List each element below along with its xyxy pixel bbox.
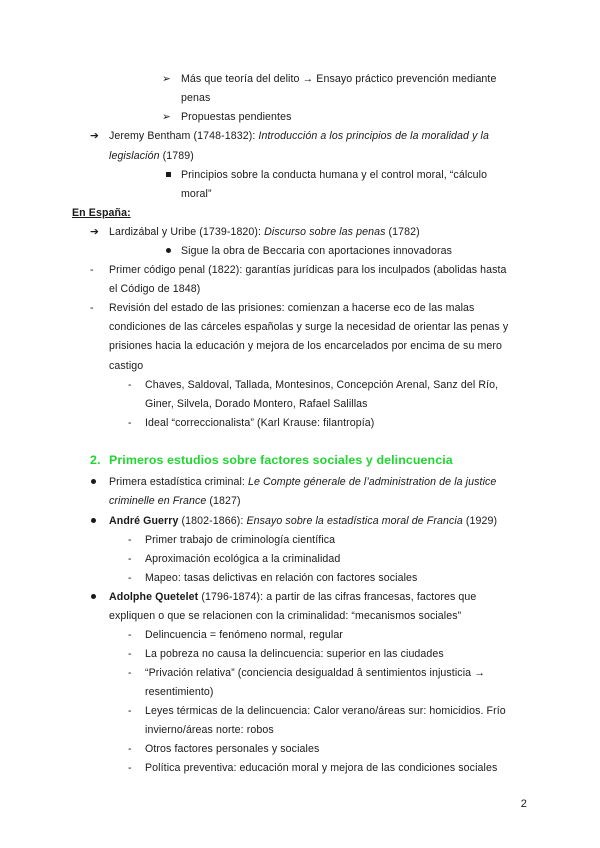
list-item: Propuestas pendientes — [181, 111, 292, 123]
quetelet-item-cont: invierno/áreas norte: robos — [145, 724, 274, 736]
arrow-bullet-icon: ➔ — [90, 226, 99, 238]
square-bullet-icon — [166, 172, 171, 177]
list-item-line: penas — [181, 92, 211, 104]
dot-bullet-icon — [91, 518, 96, 523]
dash-bullet-icon: - — [128, 572, 132, 584]
guerry-year: (1929) — [462, 515, 498, 527]
lardizabal-title: Discurso sobre las penas — [264, 226, 386, 238]
guerry-item: Aproximación ecológica a la criminalidad — [145, 553, 341, 565]
arrowhead-bullet-icon: ➢ — [162, 73, 171, 85]
ideal-line: Ideal “correccionalista” (Karl Krause: filantropía) — [145, 417, 375, 429]
revision-line: castigo — [109, 360, 144, 372]
quetelet-item: Leyes térmicas de la delincuencia: Calor verano/áreas sur: homicidios. Frío — [145, 705, 506, 717]
estadistica-entry-cont — [109, 494, 241, 508]
codigo-line: Primer código penal (1822): garantías jurídicas para los inculpados (abolidas hasta — [109, 264, 507, 276]
codigo-line: el Código de 1848) — [109, 283, 201, 295]
quetelet-item: Delincuencia = fenómeno normal, regular — [145, 629, 343, 641]
bentham-title: Introducción a los principios de la moralidad y la — [258, 130, 489, 142]
names-line: Giner, Silvela, Dorado Montero, Rafael Salillas — [145, 398, 368, 410]
section-2-title: Primeros estudios sobre factores sociales y delincuencia — [109, 453, 453, 467]
lardizabal-entry — [109, 225, 420, 239]
guerry-name: André Guerry — [109, 515, 179, 527]
dash-bullet-icon: - — [128, 417, 132, 429]
guerry-dates: (1802-1866): — [178, 515, 247, 527]
dash-bullet-icon: - — [128, 705, 132, 717]
guerry-entry — [109, 514, 497, 528]
dash-bullet-icon: - — [128, 743, 132, 755]
quetelet-item-cont: resentimiento) — [145, 686, 214, 698]
quetelet-desc: (1796-1874): a partir de las cifras francesas, factores que — [198, 591, 477, 603]
section-heading-espana: En España: — [72, 207, 131, 219]
names-line: Chaves, Saldoval, Tallada, Montesinos, Concepción Arenal, Sanz del Río, — [145, 379, 499, 391]
estadistica-prefix: Primera estadística criminal: — [109, 476, 248, 488]
dot-bullet-icon — [166, 248, 171, 253]
section-2-number: 2. — [90, 453, 101, 467]
quetelet-name: Adolphe Quetelet — [109, 591, 199, 603]
bentham-title-cont: legislación — [109, 150, 160, 162]
quetelet-entry — [109, 590, 476, 604]
guerry-item: Primer trabajo de criminología científica — [145, 534, 336, 546]
revision-line: prisiones hacia la educación y mejora de los encarcelados por encima de su mero — [109, 340, 503, 352]
quetelet-item: Otros factores personales y sociales — [145, 743, 320, 755]
estadistica-year: (1827) — [206, 495, 241, 507]
list-item-line: Más que teoría del delito → Ensayo práctico prevención mediante — [181, 73, 497, 85]
dash-bullet-icon: - — [90, 264, 94, 276]
dash-bullet-icon: - — [128, 648, 132, 660]
bentham-year: (1789) — [159, 150, 194, 162]
bentham-sub-line: Principios sobre la conducta humana y el control moral, “cálculo — [181, 169, 488, 181]
lardizabal-year: (1782) — [385, 226, 420, 238]
dot-bullet-icon — [91, 479, 96, 484]
bentham-entry-cont — [109, 149, 194, 163]
arrow-bullet-icon: ➔ — [90, 130, 99, 142]
lardizabal-sub: Sigue la obra de Beccaria con aportaciones innovadoras — [181, 245, 453, 257]
estadistica-title: Le Compte génerale de l’administration de la justice — [248, 476, 497, 488]
dash-bullet-icon: - — [90, 302, 94, 314]
lardizabal-name: Lardizábal y Uribe (1739-1820): — [109, 226, 265, 238]
quetelet-item: “Privación relativa” (conciencia desigualdad â sentimientos injusticia → — [145, 667, 485, 679]
dash-bullet-icon: - — [128, 553, 132, 565]
guerry-item: Mapeo: tasas delictivas en relación con factores sociales — [145, 572, 418, 584]
quetelet-desc-cont: expliquen o que se relacionen con la criminalidad: “mecanismos sociales” — [109, 610, 462, 622]
estadistica-title-cont: criminelle en France — [109, 495, 207, 507]
arrowhead-bullet-icon: ➢ — [162, 111, 171, 123]
page-number: 2 — [520, 798, 527, 810]
quetelet-item: La pobreza no causa la delincuencia: superior en las ciudades — [145, 648, 444, 660]
quetelet-item: Política preventiva: educación moral y mejora de las condiciones sociales — [145, 762, 498, 774]
estadistica-entry — [109, 475, 496, 489]
dash-bullet-icon: - — [128, 667, 132, 679]
revision-line: condiciones de las cárceles españolas y surge la necesidad de orientar las penas y — [109, 321, 509, 333]
bentham-sub-line: moral” — [181, 188, 212, 200]
revision-line: Revisión del estado de las prisiones: comienzan a hacerse eco de las malas — [109, 302, 475, 314]
guerry-title: Ensayo sobre la estadística moral de Francia — [246, 515, 463, 527]
dash-bullet-icon: - — [128, 379, 132, 391]
dash-bullet-icon: - — [128, 629, 132, 641]
dot-bullet-icon — [91, 594, 96, 599]
dash-bullet-icon: - — [128, 762, 132, 774]
dash-bullet-icon: - — [128, 534, 132, 546]
bentham-entry — [109, 129, 489, 143]
bentham-name: Jeremy Bentham (1748-1832): — [109, 130, 259, 142]
